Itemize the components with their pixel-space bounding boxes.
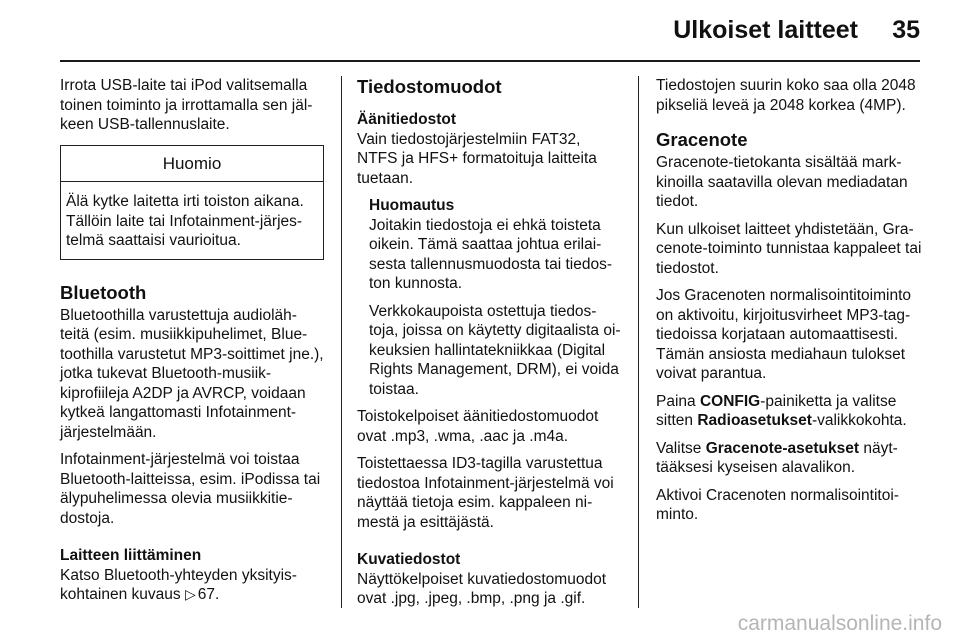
audio-files-heading: Äänitiedostot — [357, 111, 457, 128]
column-divider — [341, 76, 342, 608]
page-header — [60, 0, 920, 60]
note-paragraph-2: Verkkokaupoista ostettuja tiedos-toja, joissa on käytetty digitaalista oi-keuksien hallintatekniikkaa (Digital Rights Management, DRM), ei voida toistaa. — [369, 302, 621, 398]
gracenote-paragraph-3: Jos Gracenoten normalisointitoiminto on aktivoitu, kirjoitusvirheet MP3-tag-tiedoissa korjataan automaattisesti. Tämän ansiosta mediahaun tulokset voivat parantua. — [656, 287, 912, 382]
audio-paragraph-1: Vain tiedostojärjestelmiin FAT32, NTFS ja HFS+ formatoituja laitteita tuetaan. — [357, 130, 597, 187]
image-files-heading: Kuvatiedostot — [357, 551, 461, 568]
audio-paragraph-3: Toistettaessa ID3-tagilla varustettua tiedostoa Infotainment-järjestelmä voi näyttää tietoja esim. kappaleen ni-mestä ja esittäjästä. — [357, 455, 614, 531]
connect-heading: Laitteen liittäminen — [60, 547, 202, 564]
gracenote-heading: Gracenote — [656, 129, 748, 150]
page-title: Ulkoiset laitteet — [673, 16, 858, 44]
watermark: carmanualsonline.info — [737, 612, 942, 635]
page-reference-icon: ▷ — [184, 586, 196, 602]
notice-title: Huomio — [61, 146, 323, 183]
radio-settings-label: Radioasetukset — [697, 412, 812, 429]
bluetooth-paragraph-2: Infotainment-järjestelmä voi toistaa Bluetooth-laitteissa, esim. iPodissa tai älypuhelimessa olevia musiikkitie-dostoja. — [60, 451, 321, 527]
notice-body: Älä kytke laitetta irti toiston aikana. Tällöin laite tai Infotainment-järjes-telmä saattaisi vaurioitua. — [66, 193, 304, 249]
page-number: 35 — [892, 16, 920, 44]
header-rule — [60, 60, 920, 62]
intro-paragraph: Irrota USB-laite tai iPod valitsemalla toinen toiminto ja irrottamalla sen jäl-keen USB-tallennuslaite. — [60, 77, 313, 133]
column-1 — [60, 76, 324, 613]
column-2 — [357, 76, 623, 617]
gracenote-paragraph-6: Aktivoi Cracenoten normalisointitoi-minto. — [656, 486, 899, 523]
audio-paragraph-2: Toistokelpoiset äänitiedostomuodot ovat .mp3, .wma, .aac ja .m4a. — [357, 408, 599, 445]
notice-box — [60, 145, 324, 260]
bluetooth-paragraph-1: Bluetoothilla varustettuja audioläh-teitä (esim. musiikkipuhelimet, Blue-toothilla varustetut MP3-soittimet jne.), jotka tukevat Bluetooth-musiik-kiprofiileja A2DP ja AVRCP, voidaan kytkeä langattomasti Infotainment-järjestelmään. — [60, 306, 324, 441]
connect-text: Katso Bluetooth-yhteyden yksityis-kohtainen kuvaus — [60, 566, 297, 603]
image-paragraph: Näyttökelpoiset kuvatiedostomuodot ovat .jpg, .jpeg, .bmp, .png ja .gif. — [357, 570, 607, 607]
page-reference[interactable]: 67. — [197, 586, 220, 603]
gracenote-paragraph-2: Kun ulkoiset laitteet yhdistetään, Gra-cenote-toiminto tunnistaa kappaleet tai tiedostot. — [656, 220, 922, 277]
file-size-paragraph: Tiedostojen suurin koko saa olla 2048 pikseliä leveä ja 2048 korkea (4MP). — [656, 77, 916, 114]
gracenote-settings-label: Gracenote-asetukset — [705, 439, 860, 457]
gracenote-paragraph-4: Paina CONFIG-painiketta ja valitse sitten Radioasetukset-valikkokohta. — [656, 392, 907, 429]
bluetooth-heading: Bluetooth — [60, 281, 147, 303]
connect-paragraph — [60, 566, 324, 605]
note-heading: Huomautus — [369, 197, 455, 214]
gracenote-paragraph-5: Valitse Gracenote-asetukset näyt-tääksesi kyseisen alavalikon. — [656, 439, 898, 476]
note-paragraph-1: Joitakin tiedostoja ei ehkä toisteta oikein. Tämä saattaa johtua erilai-sesta tallennusmuodosta tai tiedos-ton kunnosta. — [369, 216, 612, 292]
column-divider — [638, 76, 639, 608]
note-block — [357, 196, 623, 399]
gracenote-paragraph-1: Gracenote-tietokanta sisältää mark-kinoilla saatavilla olevan mediadatan tiedot. — [656, 154, 908, 210]
column-3 — [656, 76, 924, 533]
config-button-label: CONFIG — [699, 392, 761, 410]
file-formats-heading: Tiedostomuodot — [357, 76, 502, 97]
